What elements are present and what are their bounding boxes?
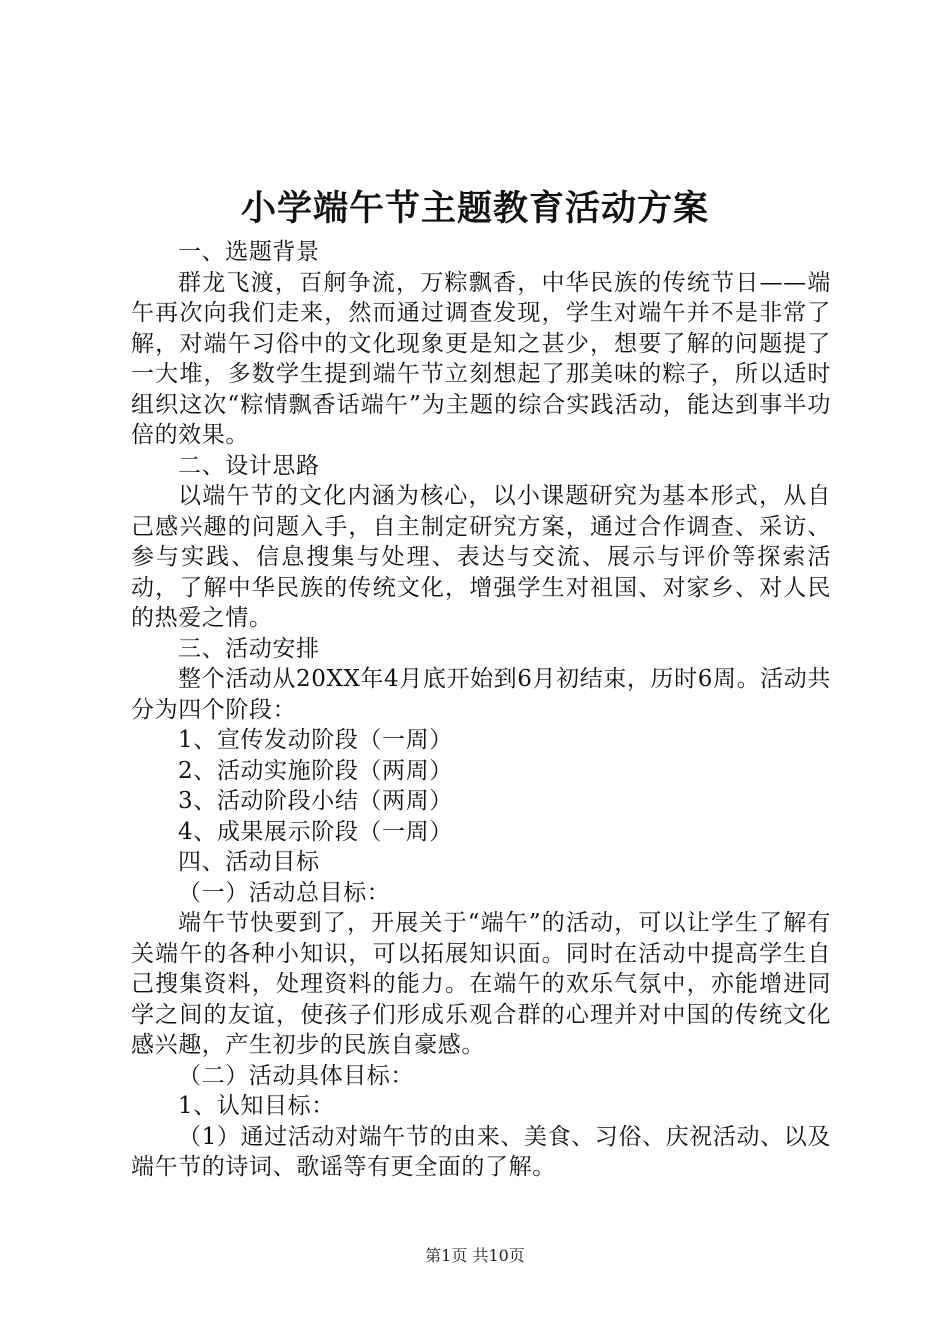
paragraph: 整个活动从20XX年4月底开始到6月初结束，历时6周。活动共分为四个阶段：: [131, 666, 831, 723]
section-heading: 四、活动目标: [178, 849, 320, 875]
section-heading: 一、选题背景: [178, 239, 320, 265]
subsection-heading: （一）活动总目标：: [178, 879, 391, 906]
list-item: 1、宣传发动阶段（一周）: [178, 727, 453, 753]
section-heading: 三、活动安排: [178, 635, 320, 662]
list-item: 3、活动阶段小结（两周）: [178, 788, 453, 814]
list-item: 1、认知目标：: [178, 1093, 335, 1119]
paragraph: 以端午节的文化内涵为核心，以小课题研究为基本形式，从自己感兴趣的问题入手，自主制定研究方案，通过合作调查、采访、参与实践、信息搜集与处理、表达与交流、展示与评价等探索活动，了解中华民族的传统文化，增强学生对祖国、对家乡、对人民的热爱之情。: [131, 483, 831, 631]
page-footer: 第1页 共10页: [425, 1246, 525, 1265]
section-heading: 二、设计思路: [178, 452, 320, 479]
paragraph: （1）通过活动对端午节的由来、美食、习俗、庆祝活动、以及端午节的诗词、歌谣等有更全面的了解。: [131, 1123, 831, 1180]
paragraph: 端午节快要到了，开展关于“端午”的活动，可以让学生了解有关端午的各种小知识，可以拓展知识面。同时在活动中提高学生自己搜集资料，处理资料的能力。在端午的欢乐气氛中，亦能增进同学之间的友谊，使孩子们形成乐观合群的心理并对中国的传统文化感兴趣，产生初步的民族自豪感。: [131, 910, 831, 1058]
list-item: 2、活动实施阶段（两周）: [178, 757, 453, 784]
subsection-heading: （二）活动具体目标：: [178, 1062, 414, 1089]
paragraph: 群龙飞渡，百舸争流，万粽飘香，中华民族的传统节日——端午再次向我们走来，然而通过调查发现，学生对端午并不是非常了解，对端午习俗中的文化现象更是知之甚少，想要了解的问题提了一大堆，多数学生提到端午节立刻想起了那美味的粽子，所以适时组织这次“粽情飘香话端午”为主题的综合实践活动，能达到事半功倍的效果。: [131, 269, 831, 448]
list-item: 4、成果展示阶段（一周）: [178, 818, 453, 845]
document-title: 小学端午节主题教育活动方案: [240, 188, 709, 229]
document-body: [131, 237, 831, 1183]
